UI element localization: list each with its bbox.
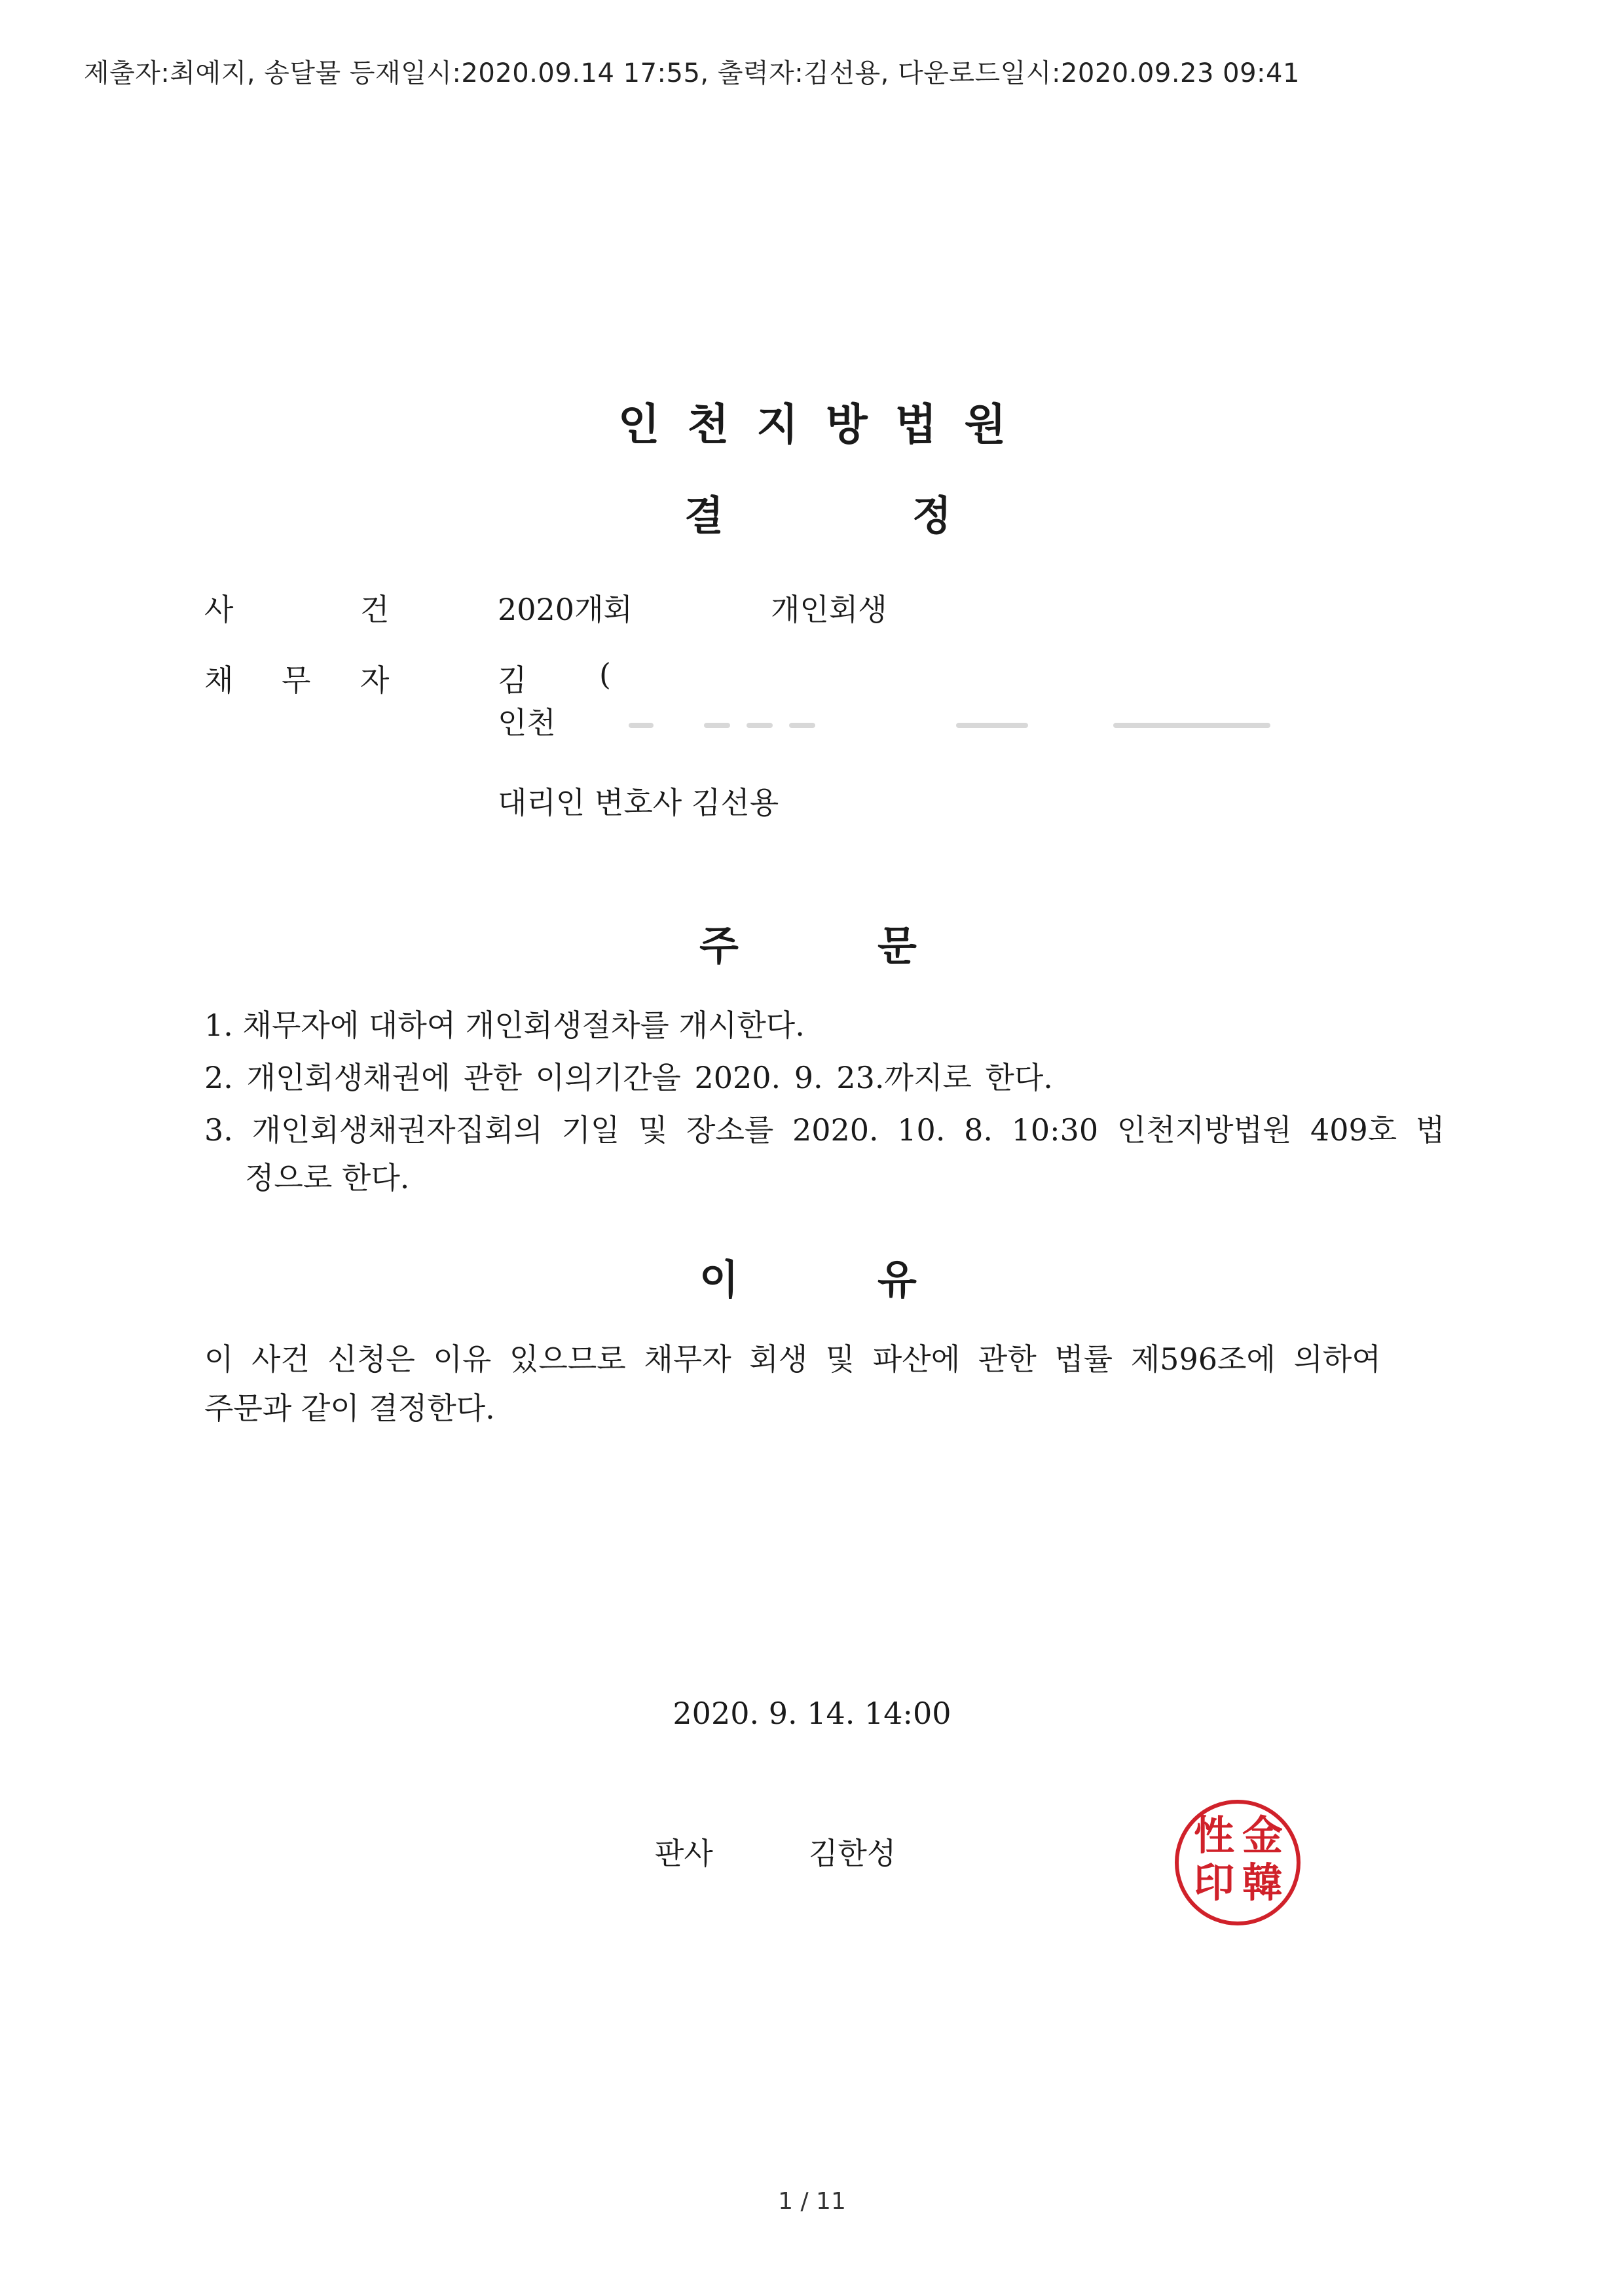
- seal-char-2: 韓: [1242, 1859, 1283, 1906]
- doc-title-right: 정: [912, 492, 951, 539]
- debtor-name: 김: [498, 663, 527, 698]
- page-number: 1 / 11: [778, 2188, 846, 2215]
- reason-heading-right: 유: [877, 1256, 917, 1303]
- case-type: 개인회생: [771, 592, 887, 627]
- case-label-2: 건: [360, 592, 390, 627]
- case-label-1: 사: [204, 592, 234, 627]
- judge-seal: [1172, 1797, 1303, 1928]
- redaction-mark: [956, 723, 1028, 728]
- reason-heading-left: 이: [699, 1256, 739, 1303]
- submission-meta-line: 제출자:최예지, 송달물 등재일시:2020.09.14 17:55, 출력자:김선용, 다운로드일시:2020.09.23 09:41: [84, 58, 1300, 88]
- debtor-name-paren: (: [599, 657, 611, 692]
- debtor-label-3: 자: [360, 663, 390, 698]
- order-heading-left: 주: [699, 922, 739, 970]
- debtor-agent: 대리인 변호사 김선용: [498, 785, 779, 820]
- debtor-label-1: 채: [204, 663, 234, 698]
- court-name: 인천지방법원: [618, 399, 1034, 450]
- order-item-2: 2. 개인회생채권에 관한 이의기간을 2020. 9. 23.까지로 한다.: [204, 1060, 1053, 1095]
- order-item-1: 1. 채무자에 대하여 개인회생절차를 개시한다.: [204, 1008, 805, 1043]
- reason-text-line-2: 주문과 같이 결정한다.: [204, 1391, 495, 1426]
- order-heading-right: 문: [877, 922, 917, 970]
- redaction-mark: [789, 723, 815, 728]
- redaction-mark: [747, 723, 773, 728]
- debtor-label-2: 무: [282, 663, 311, 698]
- order-item-3-continued: 정으로 한다.: [245, 1160, 410, 1195]
- debtor-address: 인천: [498, 705, 556, 740]
- order-item-3: 3. 개인회생채권자집회의 기일 및 장소를 2020. 10. 8. 10:30 인천지방법원 409호 법: [204, 1112, 1445, 1148]
- redaction-mark: [704, 723, 730, 728]
- seal-char-3: 性: [1193, 1812, 1235, 1859]
- seal-char-1: 金: [1242, 1812, 1283, 1859]
- case-number: 2020개회: [498, 592, 633, 627]
- doc-title-left: 결: [684, 492, 724, 539]
- reason-text-line-1: 이 사건 신청은 이유 있으므로 채무자 회생 및 파산에 관한 법률 제596조에 의하여: [204, 1341, 1381, 1377]
- decision-date: 2020. 9. 14. 14:00: [673, 1696, 951, 1731]
- judge-title: 판사: [655, 1836, 713, 1871]
- judge-name: 김한성: [809, 1836, 896, 1871]
- seal-char-4: 印: [1193, 1859, 1235, 1906]
- redaction-mark: [629, 723, 654, 728]
- redaction-mark: [1113, 723, 1270, 728]
